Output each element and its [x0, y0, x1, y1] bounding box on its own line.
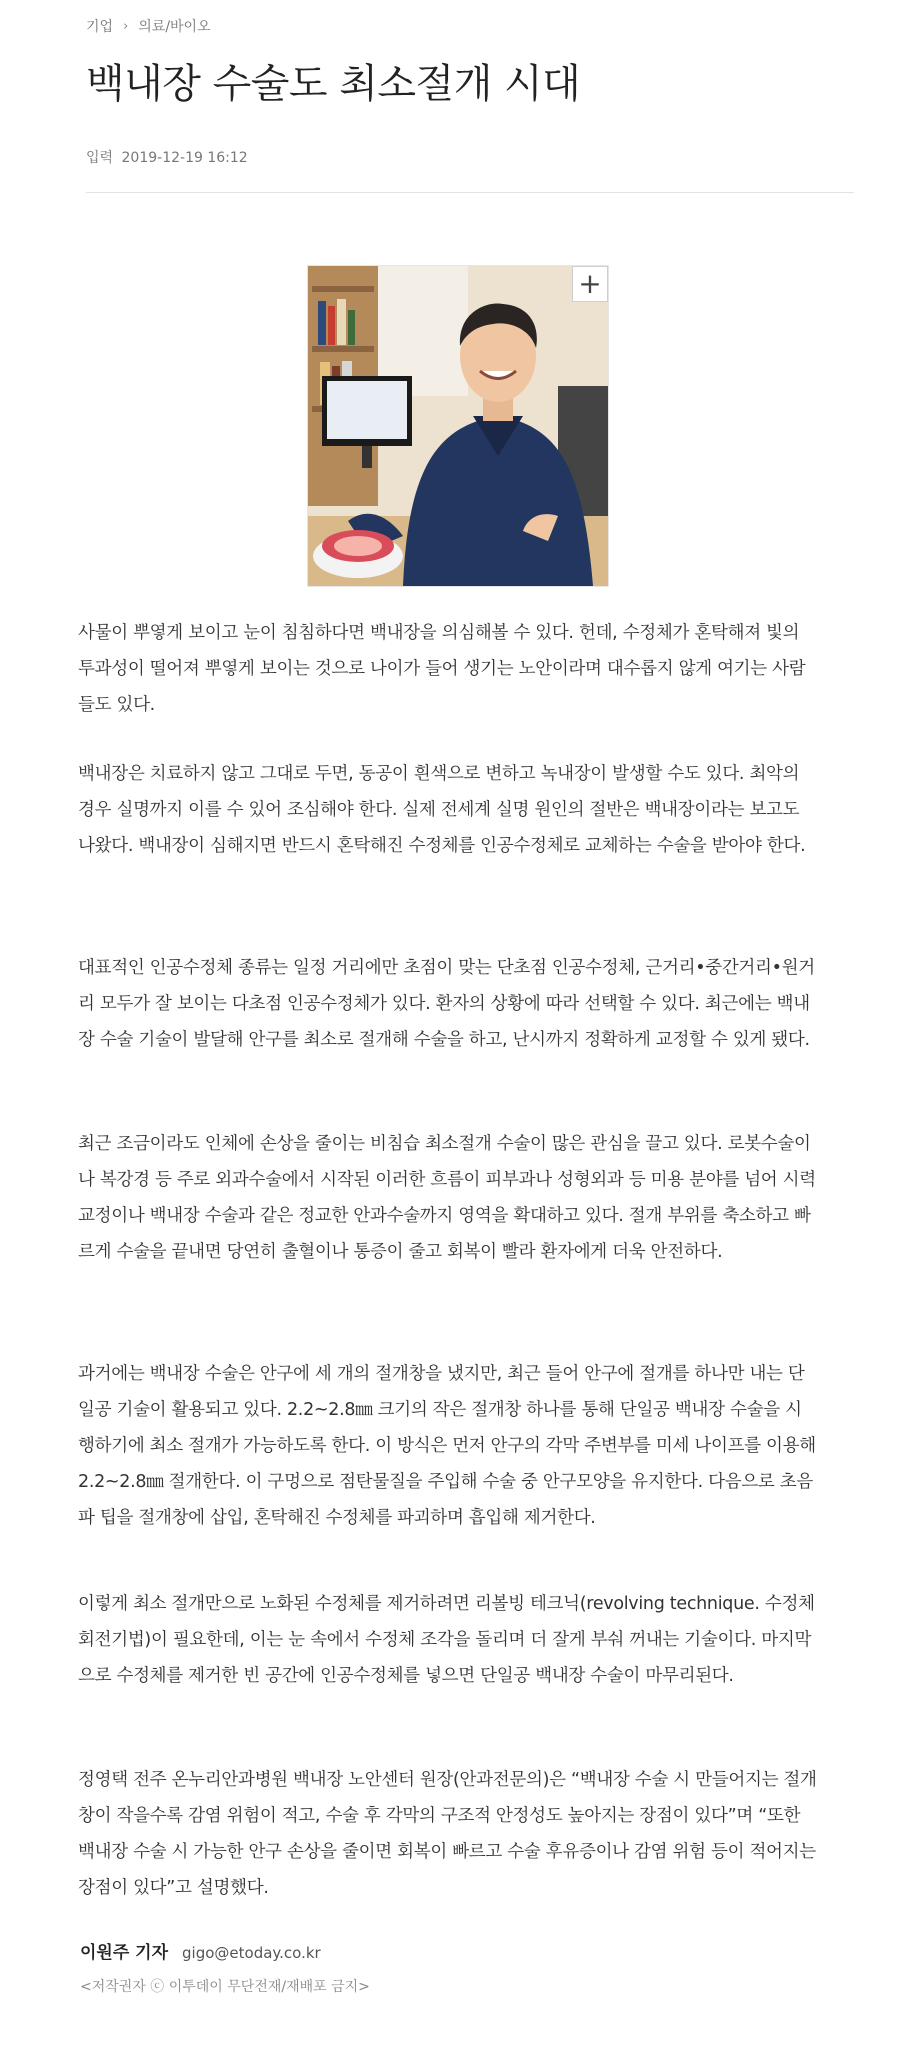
copyright-notice: <저작권자 ⓒ 이투데이 무단전재/재배포 금지> [80, 1979, 370, 1995]
chevron-right-icon: › [123, 18, 129, 34]
article-paragraph-5: 과거에는 백내장 수술은 안구에 세 개의 절개창을 냈지만, 최근 들어 안구에 절개를 하나만 내는 단일공 기술이 활용되고 있다. 2.2~2.8㎜ 크기의 작은 절개창 하나를 통해 단일공 백내장 수술을 시행하기에 최소 절개가 가능하도록 한다. 이 방식은 먼저 안구의 각막 주변부를 미세 나이프를 이용해 2.2~2.8㎜ 절개한다. 이 구멍으로 점탄물질을 주입해 수술 중 안구모양을 유지한다. 다음으로 초음파 팁을 절개창에 삽입, 혼탁해진 수정체를 파괴하며 흡입해 제거한다. [78, 1364, 816, 1528]
header-divider [86, 192, 854, 193]
reporter-email-link[interactable]: gigo@etoday.co.kr [182, 1944, 321, 1962]
article-paragraph-4: 최근 조금이라도 인체에 손상을 줄이는 비침습 최소절개 수술이 많은 관심을 끌고 있다. 로봇수술이나 복강경 등 주로 외과수술에서 시작된 이러한 흐름이 피부과나 성형외과 등 미용 분야를 넘어 시력교정이나 백내장 수술과 같은 정교한 안과수술까지 영역을 확대하고 있다. 절개 부위를 축소하고 빠르게 수술을 끝내면 당연히 출혈이나 통증이 줄고 회복이 빨라 환자에게 더욱 안전하다. [78, 1134, 816, 1262]
article-paragraph-7: 정영택 전주 온누리안과병원 백내장 노안센터 원장(안과전문의)은 “백내장 수술 시 만들어지는 절개창이 작을수록 감염 위험이 적고, 수술 후 각막의 구조적 안정성도 높아지는 장점이 있다”며 “또한 백내장 수술 시 가능한 안구 손상을 줄이면 회복이 빠르고 수술 후유증이나 감염 위험 등이 적어지는 장점이 있다”고 설명했다. [78, 1770, 817, 1898]
publish-date-label: 입력 [86, 150, 114, 166]
article-paragraph-1: 사물이 뿌옇게 보이고 눈이 침침하다면 백내장을 의심해볼 수 있다. 헌데, 수정체가 혼탁해져 빛의 투과성이 떨어져 뿌옇게 보이는 것으로 나이가 들어 생기는 노안이라며 대수롭지 않게 여기는 사람들도 있다. [78, 623, 806, 715]
reporter-name: 이원주 기자 [80, 1943, 169, 1963]
breadcrumb-section-link[interactable]: 기업 [86, 19, 114, 35]
doctor-photo-image [308, 266, 608, 586]
byline [80, 1938, 321, 1963]
article-paragraph-6: 이렇게 최소 절개만으로 노화된 수정체를 제거하려면 리볼빙 테크닉(revolving technique. 수정체 회전기법)이 필요한데, 이는 눈 속에서 수정체 조각을 돌리며 더 잘게 부숴 꺼내는 기술이다. 마지막으로 수정체를 제거한 빈 공간에 인공수정체를 넣으면 단일공 백내장 수술이 마무리된다. [78, 1594, 815, 1686]
article-title: 백내장 수술도 최소절개 시대 [86, 61, 581, 107]
article-paragraph-3: 대표적인 인공수정체 종류는 일정 거리에만 초점이 맞는 단초점 인공수정체, 근거리•중간거리•원거리 모두가 잘 보이는 다초점 인공수정체가 있다. 환자의 상황에 따라 선택할 수 있다. 최근에는 백내장 수술 기술이 발달해 안구를 최소로 절개해 수술을 하고, 난시까지 정확하게 교정할 수 있게 됐다. [78, 958, 815, 1050]
breadcrumb-category-link[interactable]: 의료/바이오 [138, 19, 211, 35]
publish-date [86, 147, 248, 167]
article-photo[interactable] [307, 265, 609, 587]
zoom-plus-icon[interactable]: + [572, 266, 608, 302]
article-paragraph-2: 백내장은 치료하지 않고 그대로 두면, 동공이 흰색으로 변하고 녹내장이 발생할 수도 있다. 최악의 경우 실명까지 이를 수 있어 조심해야 한다. 실제 전세계 실명 원인의 절반은 백내장이라는 보고도 나왔다. 백내장이 심해지면 반드시 혼탁해진 수정체를 인공수정체로 교체하는 수술을 받아야 한다. [78, 764, 806, 856]
publish-date-value: 2019-12-19 16:12 [121, 150, 248, 166]
breadcrumb [86, 16, 211, 36]
